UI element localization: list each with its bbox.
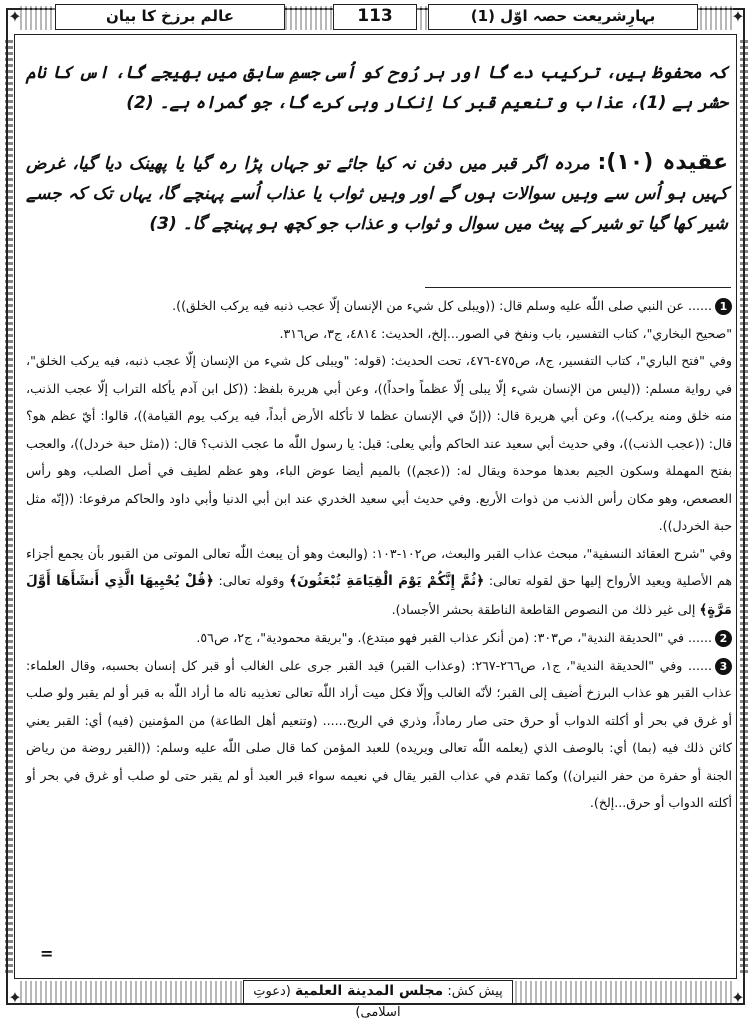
footer-org-sub: (دعوتِ اسلامی) <box>253 984 401 1020</box>
corner-ornament-icon: ✦ <box>731 988 745 1007</box>
main-paragraph-2 <box>26 148 728 239</box>
footnote-2 <box>26 624 732 652</box>
footnote-1-commentary: وفي "فتح الباري"، كتاب التفسير، ج٨، ص٤٧٥-٤٧٦، تحت الحديث: (قوله: "ويبلى كل شيء من الإنسان إلّا عجب ذنبه، فيه يركب الخلق"، في رواية مسلم: ((ليس من الإنسان شيء إلّا يبلى إلّا عظماً واحداً))، وعن أبي هريرة بلفظ: ((كل ابن آدم يأكله التراب إلّا عجب الذنب، منه خلق ومنه يركب))، وعن أبي هريرة قال: ((إنّ في الإنسان عظما لا تأكله الأرض أبداً، فيه يركب يوم القيامة))، قالوا: أيّ عظم هو؟ قال: ((عجب الذنب))، وفي حديث أبي سعيد عند الحاكم وأبي يعلى: قيل: يا رسول اللّٰه ما عجب الذنب؟ قال: ((مثل حبة خردل))، والعجب بفتح المهملة وسكون الجيم بعدها موحدة ويقال له: ((عجم)) بالميم أيضا عوض الباء، وهو عظم لطيف في أصل الصلب، وهو رأس العصعص، وهو مكان رأس الذنب من ذوات الأربع. وفي حديث أبي سعيد الخدري عند ابن أبي الدنيا وأبي داود والحاكم مرفوعا: ((إنّه مثل حبة الخردل)). <box>26 353 732 533</box>
corner-ornament-icon: ✦ <box>8 988 22 1007</box>
footnote-1 <box>26 292 732 320</box>
page-number: 113 <box>333 4 417 30</box>
footer-presenter: پیش کش: <box>447 984 503 999</box>
footer-org: مجلس المدينة العلمية <box>294 983 444 999</box>
footnote-number: 1 <box>715 298 732 315</box>
main-paragraph-1: کہ محفوظ ہیں، ترکیب دے گا اور ہر رُوح کو اُسی جسمِ سابق میں بھیجے گا، اس کا نام حشر ہے (1)، عذاب و تنعیم قبر کا اِنکار وہی کرے گا، جو گمراہ ہے۔ (2) <box>26 63 728 113</box>
footer-credit <box>243 980 513 1020</box>
continuation-mark: = <box>40 944 54 963</box>
chapter-title: عالم برزخ کا بیان <box>55 4 285 30</box>
footnote-text: وقوله تعالى: <box>218 573 285 588</box>
footnote-text: ...... في "الحديقة الندية"، ص٣٠٣: (من أنكر عذاب القبر فهو مبتدع). و"بريقة محمودية"، ج٢، ص٥٦. <box>196 630 712 645</box>
footnote-3 <box>26 652 732 817</box>
footnote-number: 3 <box>715 658 732 675</box>
aqeeda-heading: عقیدہ (۱۰): <box>597 150 728 175</box>
footnotes <box>26 292 732 817</box>
corner-ornament-icon: ✦ <box>731 7 745 26</box>
footnote-separator <box>425 287 731 288</box>
footnote-1-aqaid <box>26 540 732 625</box>
book-title: بہارِشریعت حصہ اوّل (1) <box>428 4 698 30</box>
aqeeda-text: مردہ اگر قبر میں دفن نہ کیا جائے تو جہاں پڑا رہ گیا یا پھینک دیا گیا، غرض کہیں ہو اُس سے وہیں سوالات ہوں گے اور وہیں ثواب یا عذاب اُسے پہنچے گا، یہاں تک کہ جسے شیر کھا گیا تو شیر کے پیٹ میں سوال و ثواب و عذاب جو کچھ ہو پہنچے گا۔ (3) <box>26 154 728 234</box>
footnote-text: إلى غير ذلك من النصوص القاطعة الناطقة بحشر الأجساد). <box>391 601 696 617</box>
footnote-number: 2 <box>715 630 732 647</box>
quran-verse: ﴿قُلْ يُحْيِيهَا الَّذِي أَنشَأَهَا أَوَّلَ مَرَّةٍ﴾ <box>26 573 732 618</box>
footnote-text: وفي "شرح العقائد النسفية"، مبحث عذاب القبر والبعث، ص١٠٢-١٠٣: (والبعث وهو أن يبعث اللّٰه تعالى الموتى من القبور بأن يجمع أجزاء هم الأصلية ويعيد الأرواح إليها حق لقوله تعالى: <box>26 545 732 588</box>
corner-ornament-icon: ✦ <box>8 7 22 26</box>
footnote-text: ...... وفي "الحديقة الندية"، ج١، ص٢٦٦-٢٦٧: (وعذاب القبر) قيد القبر جرى على الغالب أو قبر كل إنسان بحسبه، وقال العلماء: عذاب القبر هو عذاب البرزخ أضيف إلى القبر؛ لأنّه الغالب وإلّا فكل ميت أراد اللّٰه تعالى تعذيبه ناله ما أراد اللّٰه به قبر أو لم يقبر ولو صلب أو غرق في بحر أو أكلته الدواب أو حرق حتى صار رماداً، وذري في الريح...... (وتنعيم أهل الطاعة) من المؤمنين (فيه) أي: القبر يعني كائن ذلك فيه (بما) أي: بالوصف الذي (يعلمه اللّٰه تعالى ويريده) للعبد المؤمن كما قال صلى اللّٰه عليه وسلم: ((القبر روضة من رياض الجنة أو حفرة من حفر النيران)) وكما تقدم في عذاب القبر يقال في نعيمه سواء قبر العبد أو لم يقبر حتى لو صلب أو غرق في بحر أو أكلته الدواب أو حرق...إلخ). <box>26 657 732 810</box>
footnote-1-source: "صحيح البخاري"، كتاب التفسير، باب ونفخ في الصور...إلخ، الحديث: ٤٨١٤، ج٣، ص٣١٦. <box>279 325 732 341</box>
footnote-text: ...... عن النبي صلى اللّٰه عليه وسلم قال: ((ويبلى كل شيء من الإنسان إلّا عجب ذنبه فيه يركب الخلق)). <box>172 298 712 313</box>
quran-verse: ﴿ثُمَّ إِنَّكُمْ يَوْمَ الْقِيَامَةِ تُبْعَثُونَ﴾ <box>289 573 485 589</box>
